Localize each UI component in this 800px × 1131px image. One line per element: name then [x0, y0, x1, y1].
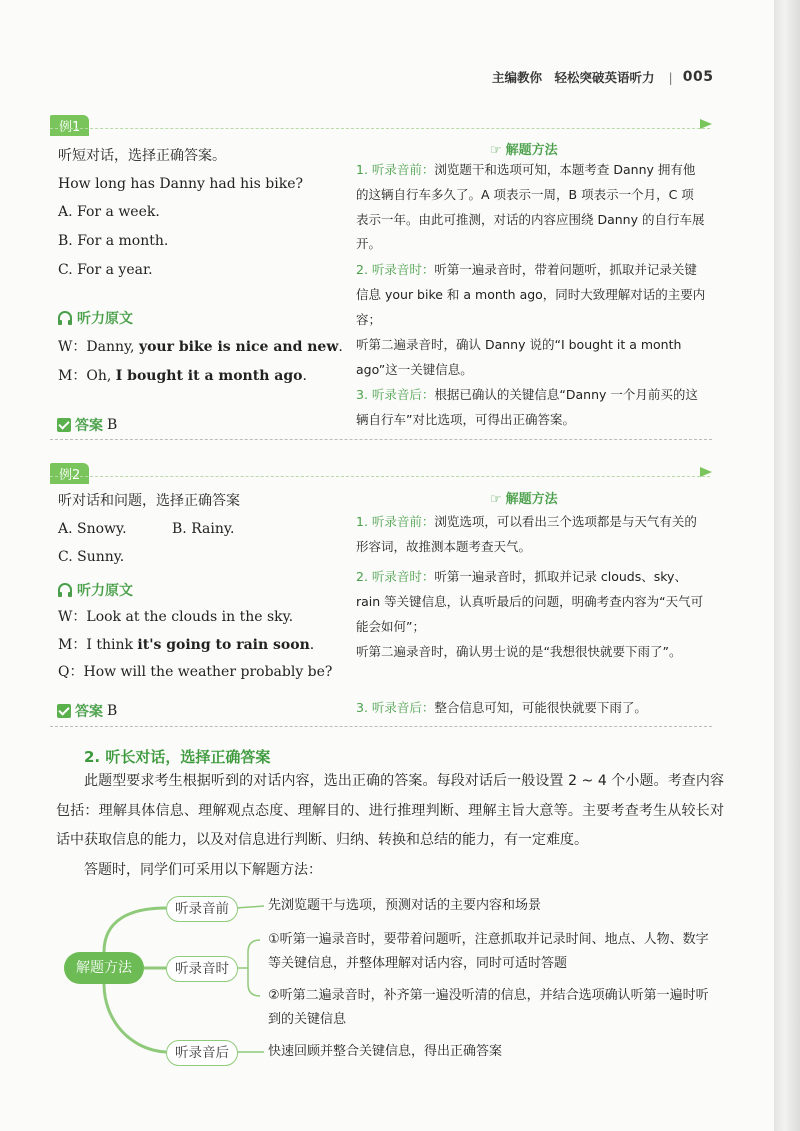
transcript-heading-label: 听力原文	[77, 311, 133, 327]
mindmap-detail: ②听第二遍录音时，补齐第一遍没听清的信息，并结合选项确认听第一遍时听到的关键信息	[268, 988, 709, 1027]
example-1-option-a: A. For a week.	[58, 204, 160, 220]
step-lead: 2. 听录音时：	[356, 262, 435, 277]
step-text: 浏览题干和选项可知，本题考查 Danny 拥有他的这辆自行车多久了。A 项表示一周，B 项表示一个月，C 项表示一年。由此可推测，对话的内容应围绕 Danny 的自行车展开。	[356, 162, 705, 252]
line-end: .	[309, 637, 315, 653]
speaker: M：	[58, 637, 87, 653]
example-2-option-a: A. Snowy.	[58, 521, 127, 537]
page-number: 005	[682, 69, 714, 85]
example-1-option-c: C. For a year.	[58, 262, 153, 278]
step-text: 浏览选项，可以看出三个选项都是与天气有关的形容词，故推测本题考查天气。	[356, 514, 697, 554]
example-2-option-b: B. Rainy.	[172, 521, 235, 537]
section-title: 2. 听长对话，选择正确答案	[84, 748, 271, 766]
mindmap-detail: 快速回顾并整合关键信息，得出正确答案	[268, 1044, 503, 1059]
line-end: .	[302, 368, 307, 384]
answer-value: B	[107, 417, 118, 433]
section-paragraph: 此题型要求考生根据听到的对话内容，选出正确的答案。每段对话后一般设置 2 ~ 4 个小题。考查内容包括：理解具体信息、理解观点态度、理解目的、进行推理判断、理解主旨大意等。主要考查考生从较长对话中获取信息的能力，以及对信息进行判断、归纳、转换和总结的能力，有一定难度。	[56, 773, 724, 848]
step-lead: 3. 听录音后：	[356, 700, 435, 715]
header-separator: |	[668, 69, 673, 85]
step-lead: 2. 听录音时：	[356, 569, 435, 584]
line-text: Oh,	[86, 368, 116, 384]
speaker: W：	[58, 609, 87, 625]
step-text: 听第二遍录音时，确认男士说的是“我想很快就要下雨了”。	[356, 644, 682, 659]
line-key-text: I bought it a month ago	[115, 368, 303, 384]
example-2-instruction: 听对话和问题，选择正确答案	[58, 493, 240, 509]
step-lead: 3. 听录音后：	[356, 387, 435, 402]
answer-value: B	[107, 703, 118, 719]
step-text: 根据已确认的关键信息“Danny 一个月前买的这辆自行车”对比选项，可得出正确答案。	[356, 387, 698, 427]
pointing-hand-icon: ☞	[490, 492, 502, 507]
method-title-label: 解题方法	[505, 492, 558, 507]
step-text: 整合信息可知，可能很快就要下雨了。	[434, 700, 647, 715]
speaker: W：	[58, 339, 87, 355]
answer-label: 答案	[75, 418, 103, 434]
example-2-tag: 例2	[50, 463, 89, 484]
step-lead: 1. 听录音前：	[356, 162, 435, 177]
line-text: Danny,	[86, 339, 139, 355]
line-text: Look at the clouds in the sky.	[86, 609, 294, 625]
line-end: .	[338, 339, 343, 355]
line-text: I think	[86, 637, 138, 653]
book-title: 主编教你 轻松突破英语听力	[492, 70, 655, 85]
step-lead: 1. 听录音前：	[356, 514, 435, 529]
method-title-label: 解题方法	[505, 143, 558, 158]
step-text: 听第一遍录音时，抓取并记录 clouds、sky、rain 等关键信息，认真听最后的问题，明确考查内容为“天气可能会如何”；	[356, 569, 704, 634]
mindmap-branch-during: 听录音时	[166, 956, 238, 982]
mindmap-detail: ①听第一遍录音时，要带着问题听，注意抓取并记录时间、地点、人物、数字等关键信息，并整体理解对话内容，同时可适时答题	[268, 932, 709, 971]
transcript-heading-label: 听力原文	[77, 583, 133, 599]
pointing-hand-icon: ☞	[490, 143, 502, 158]
section-paragraph-intro: 答题时，同学们可采用以下解题方法：	[84, 862, 322, 878]
example-1-question: How long has Danny had his bike?	[58, 176, 303, 192]
step-text: 听第二遍录音时，确认 Danny 说的“I bought it a month ago”这一关键信息。	[356, 337, 682, 377]
example-1-instruction: 听短对话，选择正确答案。	[58, 148, 226, 164]
example-2-option-c: C. Sunny.	[58, 549, 125, 565]
answer-label: 答案	[75, 704, 103, 720]
line-key-text: your bike is nice and new	[138, 339, 339, 355]
speaker: Q：	[58, 664, 84, 680]
mindmap-root: 解题方法	[64, 952, 144, 984]
mindmap-branch-before: 听录音前	[166, 896, 238, 922]
line-text: How will the weather probably be?	[83, 664, 333, 680]
line-key-text: it's going to rain soon	[137, 637, 310, 653]
example-1-tag: 例1	[50, 115, 89, 136]
mindmap-branch-after: 听录音后	[166, 1040, 238, 1066]
example-1-option-b: B. For a month.	[58, 233, 169, 249]
step-text: 听第一遍录音时，带着问题听，抓取并记录关键信息 your bike 和 a month ago，同时大致理解对话的主要内容；	[356, 262, 706, 327]
speaker: M：	[58, 368, 87, 384]
mindmap-detail: 先浏览题干与选项，预测对话的主要内容和场景	[268, 898, 542, 913]
